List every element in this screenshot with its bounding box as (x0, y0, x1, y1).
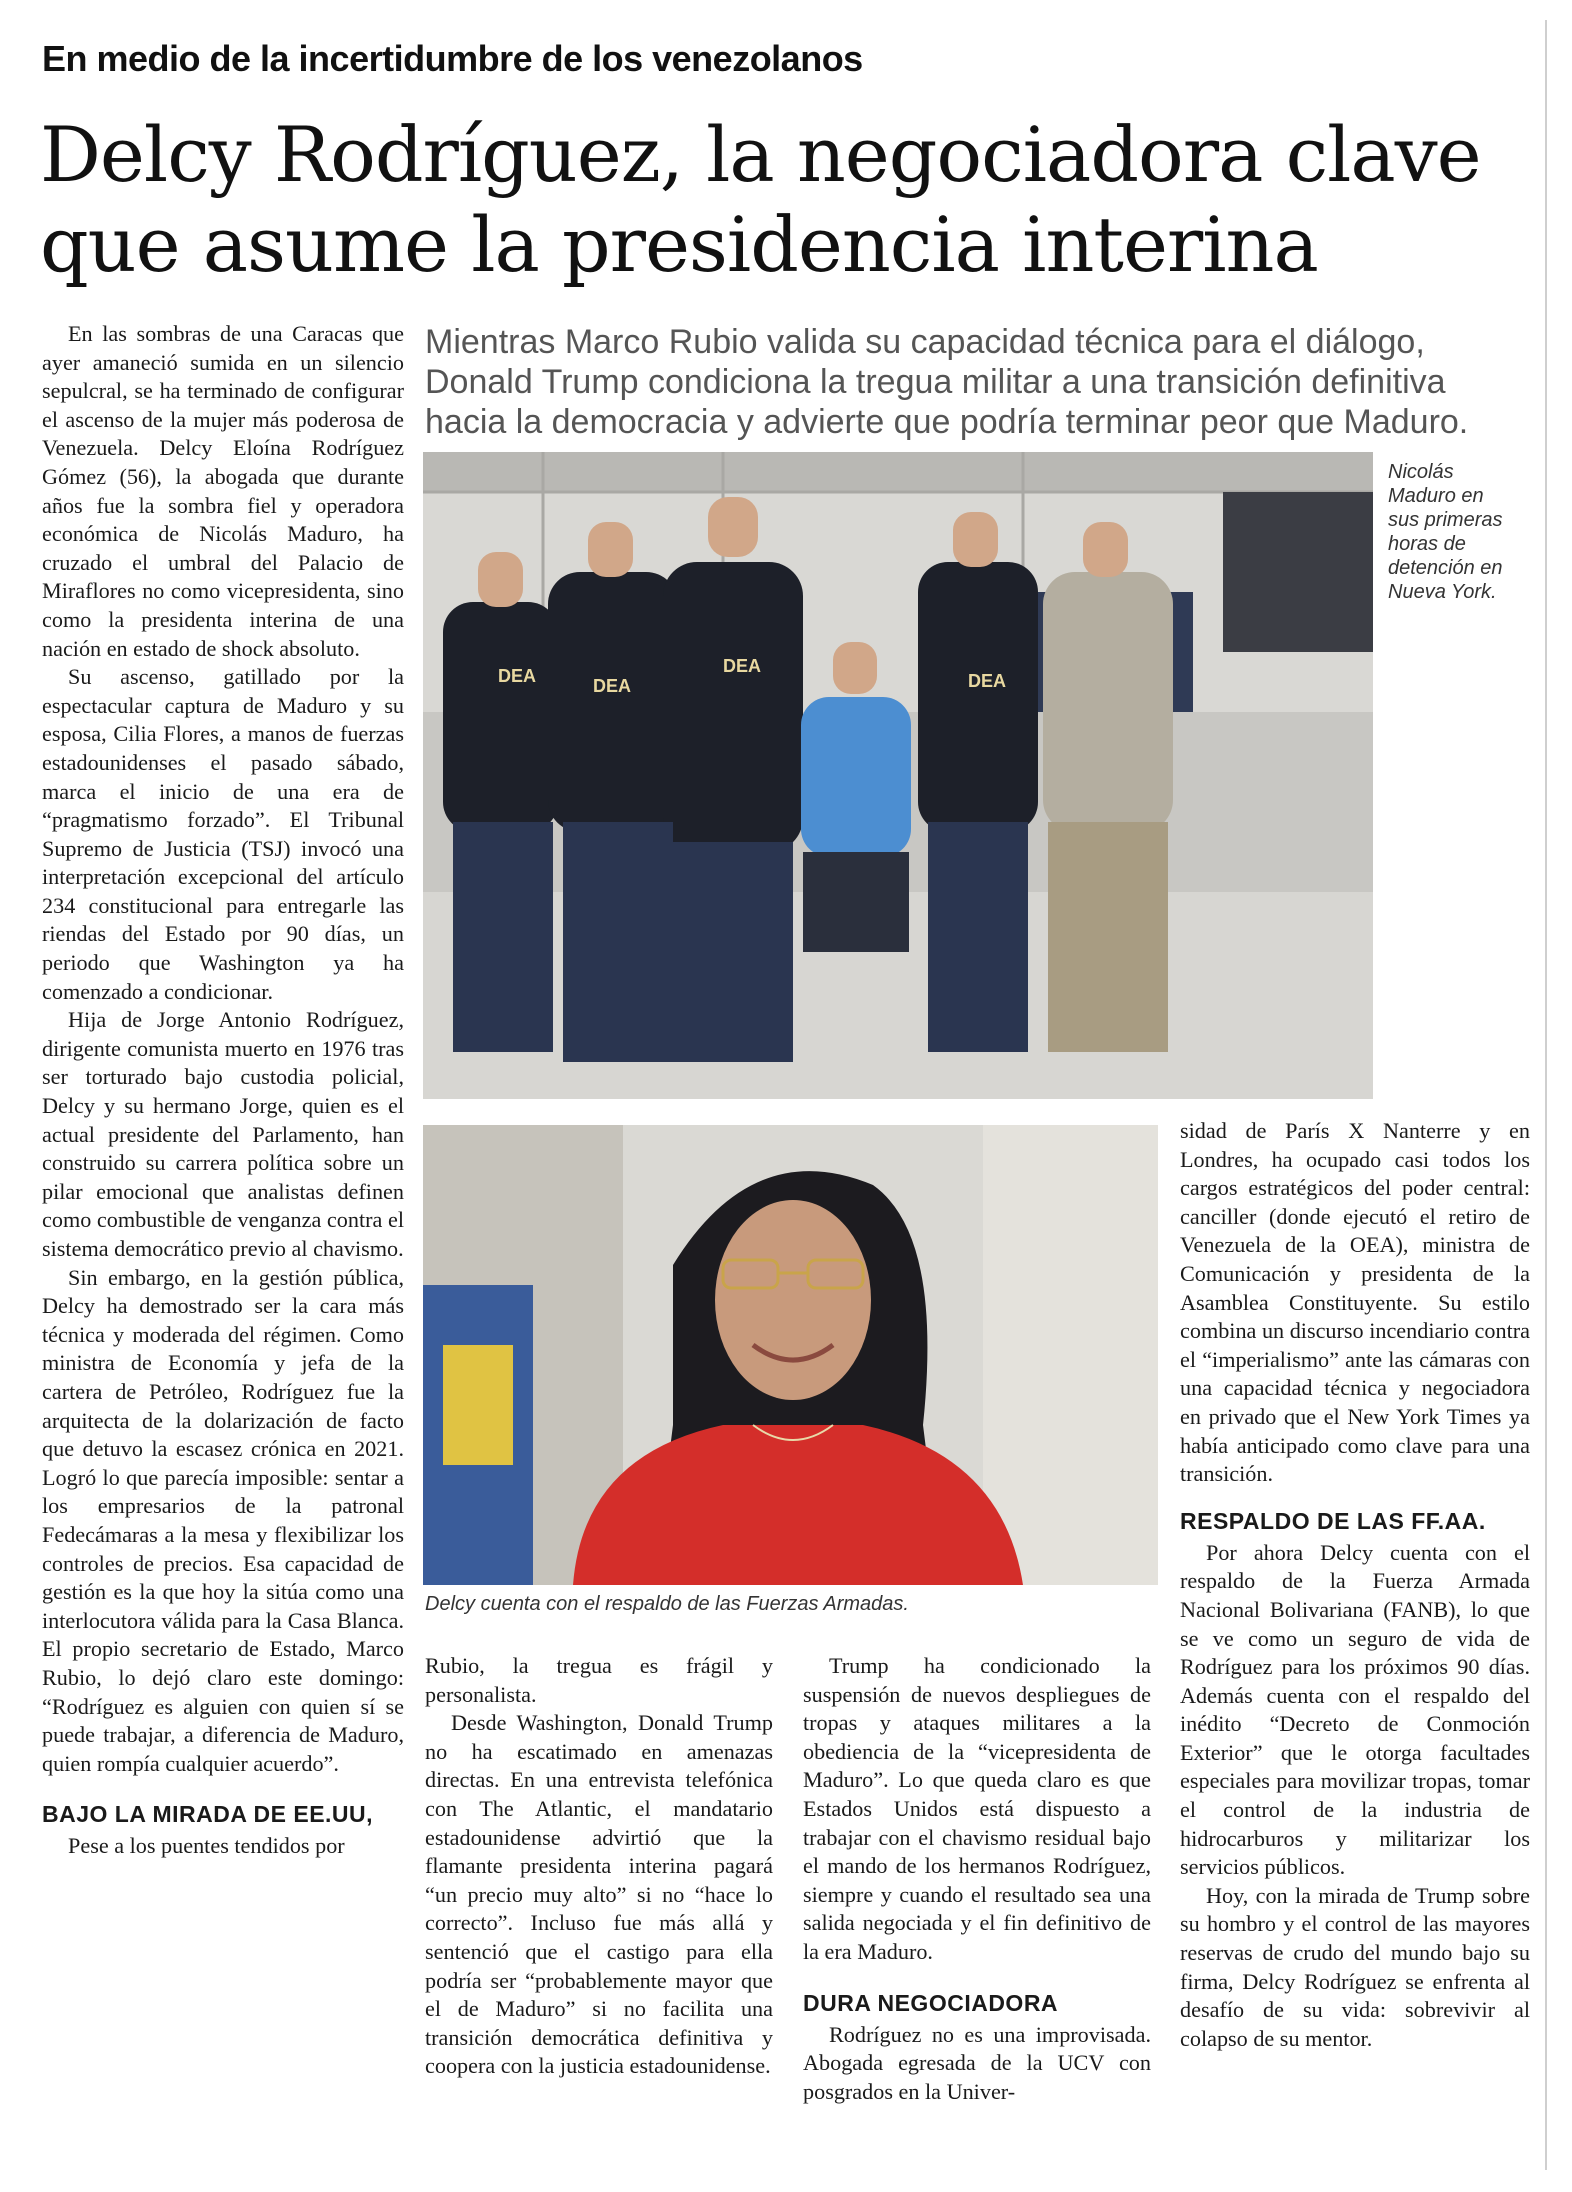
body-paragraph: Su ascenso, gatillado por la espectacular captura de Maduro y su esposa, Cilia Flores, a manos de fuerzas estadounidenses el pasado sábado, marca el inicio de una era de “pragmatismo forzado”. El Tribunal Supremo de Justicia (TSJ) invocó una interpretación excepcional del artículo 234 constitucional para entregarle las riendas del Estado por 90 días, un periodo que Washington ya ha comenzado a condicionar. (42, 664, 404, 1004)
caption-line: horas de (1388, 533, 1466, 555)
deck-line: Mientras Marco Rubio valida su capacidad técnica para el diálogo, (425, 323, 1425, 361)
caption-line: detención en (1388, 557, 1503, 579)
body-column-2 (425, 1652, 773, 2081)
body-column-1 (42, 320, 404, 1861)
body-paragraph: sidad de París X Nanterre y en Londres, ha ocupado casi todos los cargos estratégicos del poder central: canciller (donde ejecutó el retiro de Venezuela de la OEA), ministra de Comunicación y presidenta de la Asamblea Constituyente. Su estilo combina un discurso incendiario contra el “imperialismo” ante las cámaras con una capacidad técnica y negociadora en privado que el New York Times ya había anticipado como clave para una transición. (1180, 1118, 1530, 1487)
deck (425, 322, 1535, 442)
body-column-3 (803, 1652, 1151, 2106)
headline (40, 110, 1540, 290)
caption-line: Nicolás (1388, 461, 1454, 483)
deck-line: hacia la democracia y advierte que podría terminar peor que Maduro. (425, 403, 1469, 441)
body-paragraph: Sin embargo, en la gestión pública, Delcy ha demostrado ser la cara más técnica y moderada del régimen. Como ministra de Economía y jefa de la cartera de Petróleo, Rodríguez fue la arquitecta de la dolarización de facto que detuvo la escasez crónica en 2021. Logró lo que parecía imposible: sentar a los empresarios de la patronal Fedecámaras a la mesa y flexibilizar los controles de precios. Esa capacidad de gestión es la que hoy la sitúa como una interlocutora válida para la Casa Blanca. El propio secretario de Estado, Marco Rubio, lo dejó claro este domingo: “Rodríguez es alguien con quien sí se puede trabajar, a diferencia de Maduro, quien rompía cualquier acuerdo”. (42, 1264, 404, 1776)
body-paragraph: Hija de Jorge Antonio Rodríguez, dirigente comunista muerto en 1976 tras ser torturado bajo custodia policial, Delcy y su hermano Jorge, quien es el actual presidente del Parlamento, han construido su carrera política sobre un pilar emocional que analistas definen como combustible de venganza contra el sistema democrático previo al chavismo. (42, 1007, 404, 1261)
section-heading: DURA NEGOCIADORA (803, 1989, 1059, 2016)
headline-line: Delcy Rodríguez, la negociadora clave (40, 110, 1481, 199)
arrest-photo (423, 452, 1373, 1099)
photo2-caption: Delcy cuenta con el respaldo de las Fuerzas Armadas. (425, 1593, 909, 1615)
portrait-photo (423, 1125, 1158, 1585)
body-paragraph: En las sombras de una Caracas que ayer amaneció sumida en un silencio sepulcral, se ha terminado de configurar el ascenso de la mujer más poderosa de Venezuela. Delcy Eloína Rodríguez Gómez (56), la abogada que durante años fue la sombra fiel y operadora económica de Nicolás Maduro, ha cruzado el umbral del Palacio de Miraflores no como vicepresidenta, sino como la presidenta interina de una nación en estado de shock absoluto. (42, 321, 404, 661)
body-paragraph: Desde Washington, Donald Trump no ha escatimado en amenazas directas. En una entrevista telefónica con The Atlantic, el mandatario estadounidense advirtió que la flamante presidenta interina pagará “un precio muy alto” si no “hace lo correcto”. Incluso fue más allá y sentenció que el castigo para ella podría ser “probablemente mayor que el de Maduro” si no facilita una transición democrática definitiva y coopera con la justicia estadounidense. (425, 1710, 773, 2079)
caption-line: Maduro en (1388, 485, 1484, 507)
body-paragraph: Trump ha condicionado la suspensión de nuevos despliegues de tropas y ataques militares a la obediencia de la “vicepresidenta de Maduro”. Lo que queda claro es que Estados Unidos está dispuesto a trabajar con el chavismo residual bajo el mando de los hermanos Rodríguez, siempre y cuando el resultado sea una salida negociada y el fin definitivo de la era Maduro. (803, 1653, 1151, 1964)
portrait-illustration (423, 1125, 1158, 1585)
caption-line: Nueva York. (1388, 581, 1497, 603)
headline-line: que asume la presidencia interina (40, 200, 1318, 289)
body-paragraph: Rubio, la tregua es frágil y personalista. (425, 1653, 773, 1707)
jacket-label: DEA (593, 676, 632, 696)
jacket-label: DEA (498, 666, 537, 686)
body-paragraph: Por ahora Delcy cuenta con el respaldo de la Fuerza Armada Nacional Bolivariana (FANB), lo que se ve como un seguro de vida de Rodríguez para los próximos 90 días. Además cuenta con el respaldo del inédito “Decreto de Conmoción Exterior” que le otorga facultades especiales para movilizar tropas, tomar el control de la industria de hidrocarburos y militarizar los servicios públicos. (1180, 1539, 1530, 1880)
column-rule (1545, 20, 1547, 2170)
section-heading: RESPALDO DE LAS FF.AA. (1180, 1507, 1486, 1534)
kicker: En medio de la incertidumbre de los venezolanos (42, 38, 863, 79)
body-paragraph: Rodríguez no es una improvisada. Abogada egresada de la UCV con posgrados en la Univer- (803, 2021, 1151, 2104)
arrest-photo-illustration (423, 452, 1373, 1099)
jacket-label: DEA (968, 671, 1007, 691)
body-paragraph: Hoy, con la mirada de Trump sobre su hombro y el control de las mayores reservas de crudo del mundo bajo su firma, Delcy Rodríguez se enfrenta al desafío de su vida: sobrevivir al colapso de su mentor. (1180, 1882, 1530, 2051)
deck-line: Donald Trump condiciona la tregua militar a una transición definitiva (425, 363, 1446, 401)
photo1-caption (1388, 460, 1538, 604)
section-heading: BAJO LA MIRADA DE EE.UU, (42, 1801, 374, 1828)
caption-line: sus primeras (1388, 509, 1503, 531)
body-column-4-top (1180, 1117, 1530, 2053)
body-paragraph: Pese a los puentes tendidos por (68, 1833, 345, 1859)
jacket-label: DEA (723, 656, 762, 676)
